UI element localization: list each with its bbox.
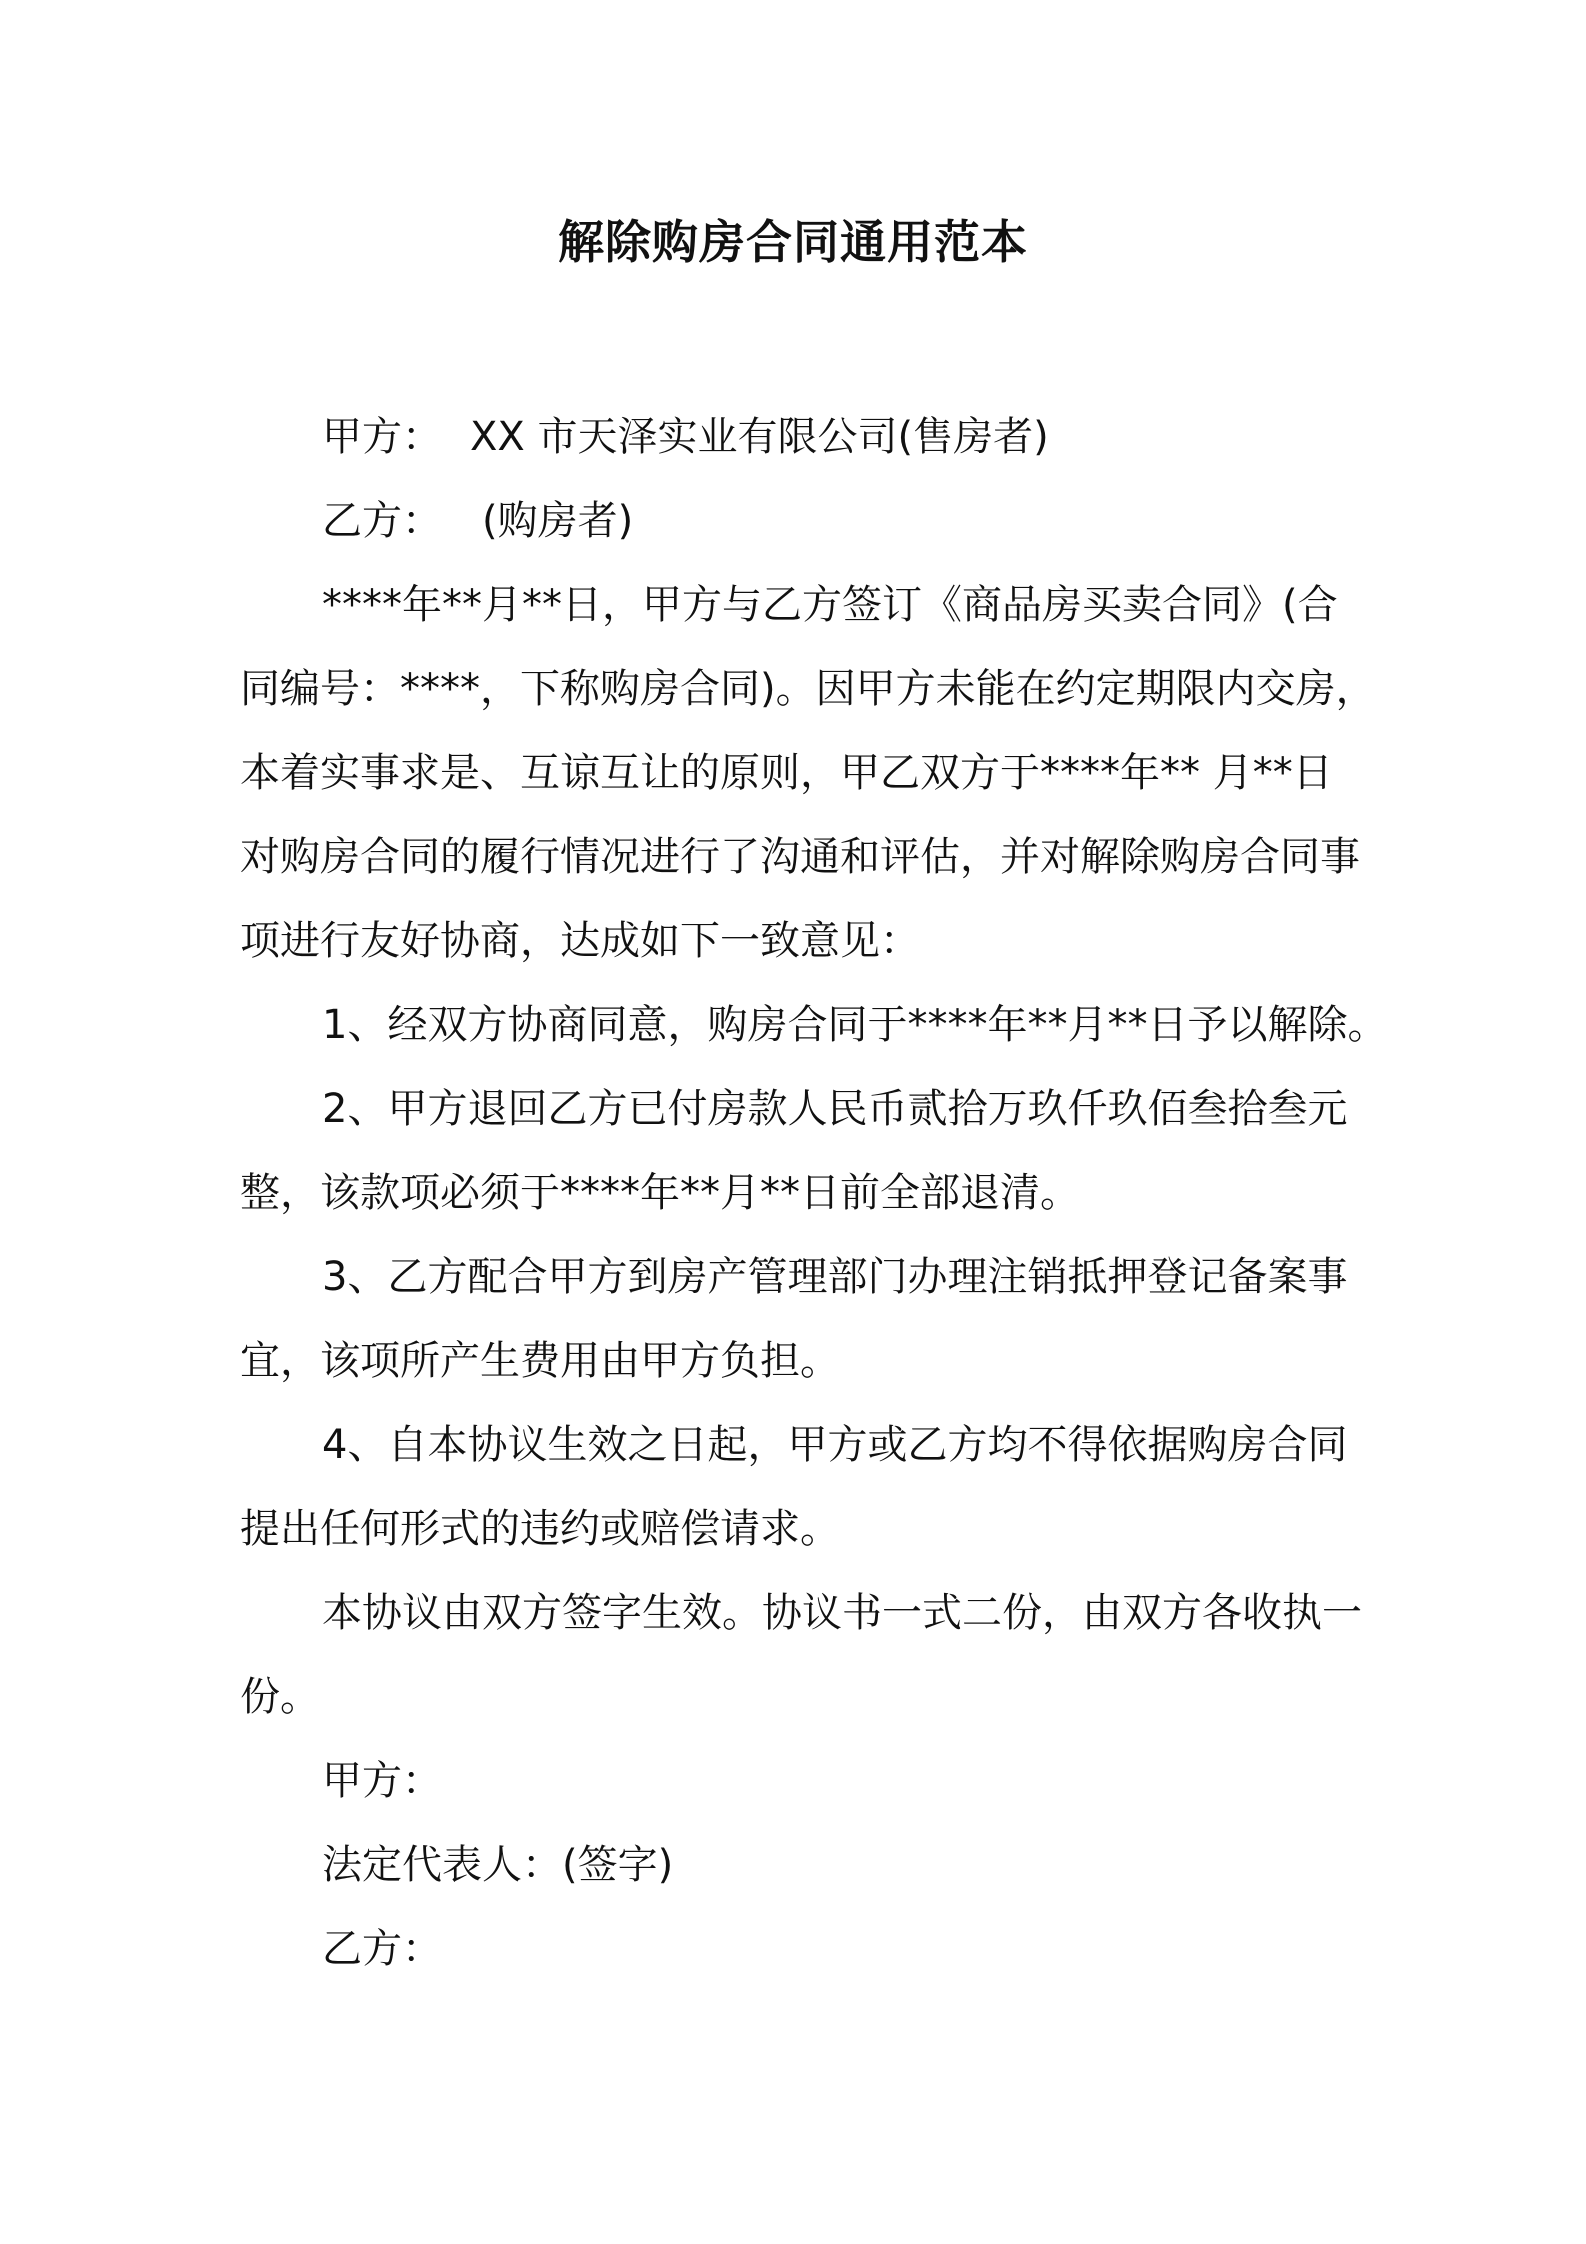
signature-legal-rep: 法定代表人：(签字)	[322, 1842, 674, 1888]
preamble-line: ****年**月**日，甲方与乙方签订《商品房买卖合同》(合	[322, 582, 1338, 628]
closing-line: 本协议由双方签字生效。协议书一式二份，由双方各收执一	[322, 1590, 1362, 1636]
closing-line: 份。	[240, 1674, 320, 1720]
preamble-line: 项进行友好协商，达成如下一致意见：	[240, 918, 920, 964]
clause-4-line: 4、自本协议生效之日起，甲方或乙方均不得依据购房合同	[322, 1422, 1348, 1468]
clause-4-line: 提出任何形式的违约或赔偿请求。	[240, 1506, 840, 1552]
document-title: 解除购房合同通用范本	[558, 215, 1028, 269]
preamble-line: 对购房合同的履行情况进行了沟通和评估，并对解除购房合同事	[240, 834, 1360, 880]
preamble-line: 同编号：****，下称购房合同)。因甲方未能在约定期限内交房，	[240, 666, 1376, 712]
signature-party-a: 甲方：	[322, 1758, 442, 1804]
clause-2-line: 2、甲方退回乙方已付房款人民币贰拾万玖仟玖佰叁拾叁元	[322, 1086, 1348, 1132]
party-b-value: (购房者)	[482, 498, 634, 544]
party-b-label: 乙方：	[322, 498, 442, 544]
clause-2-line: 整，该款项必须于****年**月**日前全部退清。	[240, 1170, 1080, 1216]
signature-party-b: 乙方：	[322, 1926, 442, 1972]
clause-3-line: 3、乙方配合甲方到房产管理部门办理注销抵押登记备案事	[322, 1254, 1348, 1300]
party-a-line	[322, 410, 1049, 464]
preamble-line: 本着实事求是、互谅互让的原则，甲乙双方于****年** 月**日	[240, 750, 1333, 796]
party-b-line	[322, 494, 633, 548]
party-a-label: 甲方：	[322, 414, 442, 460]
clause-3-line: 宜，该项所产生费用由甲方负担。	[240, 1338, 840, 1384]
clause-1-line: 1、经双方协商同意，购房合同于****年**月**日予以解除。	[322, 1002, 1388, 1048]
party-a-value: XX 市天泽实业有限公司(售房者)	[470, 414, 1049, 460]
